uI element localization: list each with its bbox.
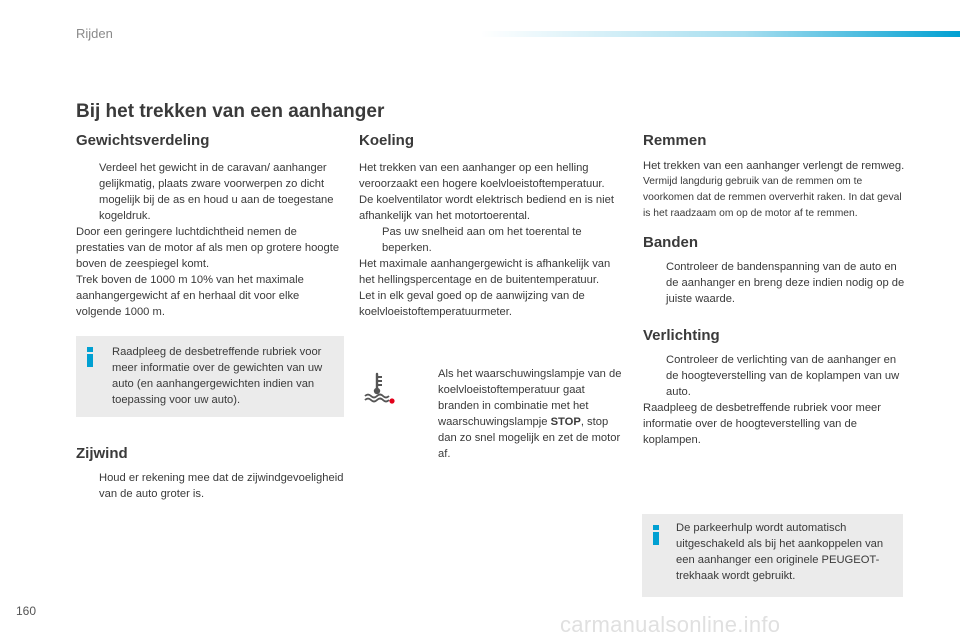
info-icon xyxy=(652,525,660,545)
heading-remmen: Remmen xyxy=(643,132,707,149)
heading-verlichting: Verlichting xyxy=(643,327,720,344)
section-label: Rijden xyxy=(76,26,113,41)
bullet-text: Pas uw snelheid aan om het toerental te beperken. xyxy=(382,226,582,254)
column-right xyxy=(643,131,907,448)
watermark: carmanualsonline.info xyxy=(560,612,781,637)
warning-stop-word: STOP xyxy=(550,416,581,428)
header-accent-bar xyxy=(480,31,960,37)
column-middle xyxy=(359,131,623,320)
column-left xyxy=(76,131,344,417)
heading-koeling: Koeling xyxy=(359,132,414,149)
paragraph: Door een geringere luchtdichtheid nemen de prestaties van de motor af als men op grotere hoogte boven de zeespiegel komt. xyxy=(76,226,340,270)
paragraph: Trek boven de 1000 m 10% van het maximale aanhangergewicht af en herhaal dit voor elke volgende 1000 m. xyxy=(76,274,304,318)
info-text: De parkeerhulp wordt automatisch uitgeschakeld als bij het aankoppelen van een aanhanger een originele PEUGEOT-trekhaak wordt gebruikt. xyxy=(676,522,884,582)
list-item xyxy=(359,224,623,256)
bullet-text: Controleer de verlichting van de aanhanger en de hoogteverstelling van de koplampen van uw auto. xyxy=(666,354,900,398)
section-zijwind xyxy=(76,444,344,502)
page-title: Bij het trekken van een aanhanger xyxy=(76,101,385,122)
heading-gewichtsverdeling: Gewichtsverdeling xyxy=(76,132,210,149)
info-box-weights xyxy=(76,336,344,417)
paragraph: Raadpleeg de desbetreffende rubriek voor meer informatie over de hoogteverstelling van de koplampen. xyxy=(643,402,881,446)
section-parking-info xyxy=(642,514,903,597)
warning-text-1: Als het waarschuwingslampje van de koelvloeistoftemperatuur gaat branden in combinatie met het waarschuwingslampje xyxy=(438,368,622,428)
info-text: Raadpleeg de desbetreffende rubriek voor meer informatie over de gewichten van uw auto (en aanhangergewichten indien van toepassing voor uw auto). xyxy=(112,346,323,406)
warning-stop-note xyxy=(415,366,625,462)
paragraph: De koelventilator wordt elektrisch bediend en is niet afhankelijk van het motortoerental. xyxy=(359,194,614,222)
list-item xyxy=(415,366,625,462)
page-number: 160 xyxy=(16,604,37,618)
warning-text-2: , stop dan zo snel mogelijk en zet de motor af. xyxy=(438,416,621,460)
heading-banden: Banden xyxy=(643,234,699,251)
paragraph: Let in elk geval goed op de aanwijzing van de koelvloeistoftemperatuurmeter. xyxy=(359,290,585,318)
paragraph: Het trekken van een aanhanger verlengt de remweg. xyxy=(643,160,905,172)
paragraph-small: Vermijd langdurig gebruik van de remmen om te voorkomen dat de remmen oververhit raken. In dat geval is het raadzaam om op de motor af te remmen. xyxy=(643,176,902,219)
paragraph: Het trekken van een aanhanger op een helling veroorzaakt een hogere koelvloeistoftemperatuur. xyxy=(359,162,605,190)
list-item xyxy=(76,470,344,502)
bullet-text: Verdeel het gewicht in de caravan/ aanhanger gelijkmatig, plaats zware voorwerpen zo dicht mogelijk bij de as en houd u aan de toegestane kogeldruk. xyxy=(99,162,334,222)
bullet-text: Houd er rekening mee dat de zijwindgevoeligheid van de auto groter is. xyxy=(99,472,344,500)
paragraph: Het maximale aanhangergewicht is afhankelijk van het hellingspercentage en de buitentemperatuur. xyxy=(359,258,611,286)
list-item xyxy=(643,259,907,307)
coolant-temperature-warning-icon xyxy=(361,370,395,404)
info-box-parking xyxy=(642,514,903,597)
heading-zijwind: Zijwind xyxy=(76,445,128,462)
list-item xyxy=(643,352,907,400)
info-icon xyxy=(86,347,94,367)
bullet-text: Controleer de bandenspanning van de auto en de aanhanger en breng deze indien nodig op de juiste waarde. xyxy=(666,261,905,305)
list-item xyxy=(76,160,344,224)
